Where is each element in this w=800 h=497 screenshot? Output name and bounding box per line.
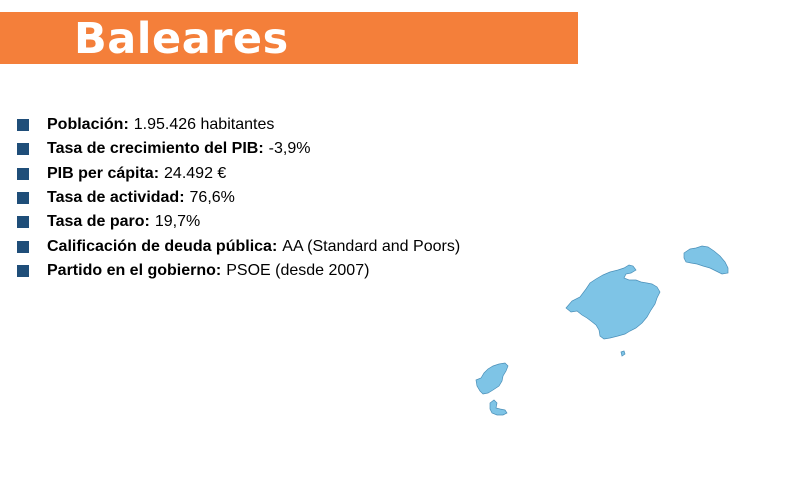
stat-label: Tasa de paro:: [47, 213, 150, 231]
stat-label: Calificación de deuda pública:: [47, 237, 278, 255]
stat-value: 1.95.426 habitantes: [133, 116, 275, 134]
stat-value: AA (Standard and Poors): [282, 237, 461, 255]
mallorca-islet: [621, 351, 625, 356]
stat-value: 24.492 €: [164, 164, 227, 182]
stat-label: Tasa de actividad:: [47, 189, 185, 207]
stat-value: 19,7%: [154, 213, 201, 231]
stat-label: PIB per cápita:: [47, 164, 160, 182]
ibiza-island: [476, 363, 508, 394]
stat-label: Partido en el gobierno:: [47, 261, 222, 279]
stat-label: Tasa de crecimiento del PIB:: [47, 140, 264, 158]
menorca-island: [684, 246, 728, 274]
mallorca-island: [566, 265, 660, 339]
page-title: Baleares: [74, 14, 289, 64]
stat-value: PSOE (desde 2007): [226, 261, 370, 279]
stat-label: Población:: [47, 116, 129, 134]
formentera-island: [490, 400, 507, 415]
stat-value: 76,6%: [189, 189, 235, 207]
stat-value: -3,9%: [268, 140, 311, 158]
